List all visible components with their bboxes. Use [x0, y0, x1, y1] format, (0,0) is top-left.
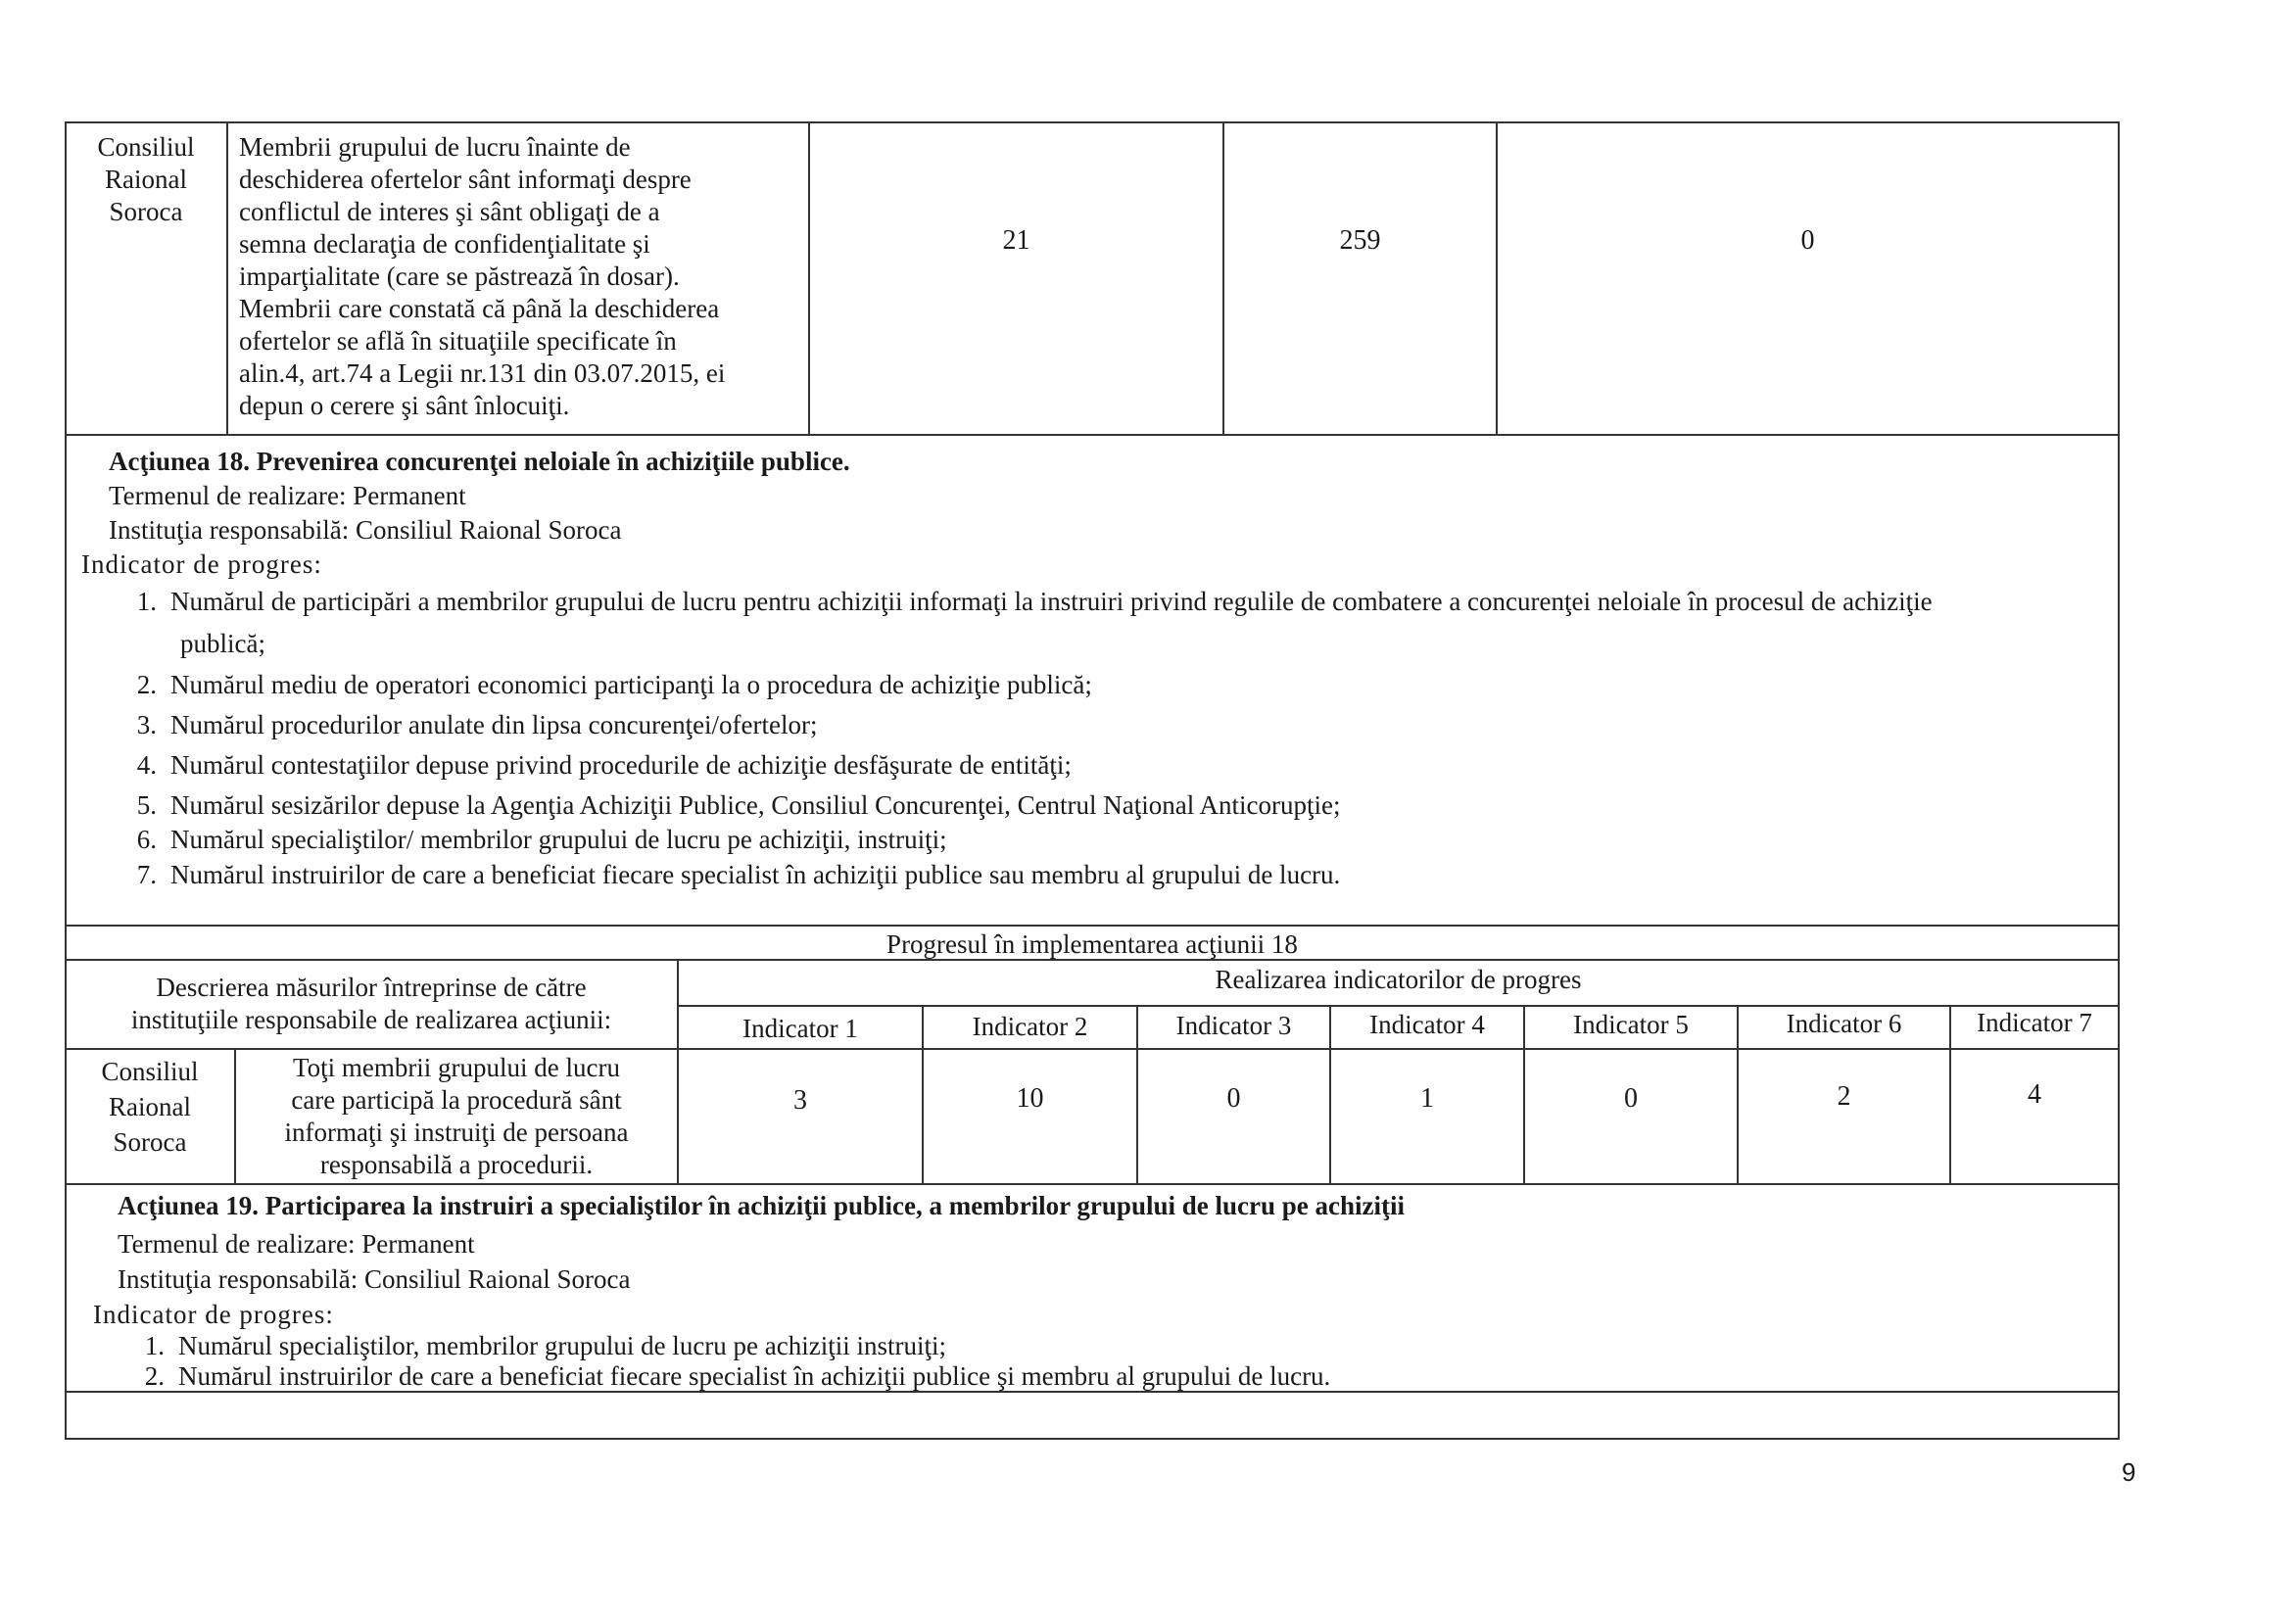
table-bottom-border	[65, 1438, 2120, 1440]
col-divider	[808, 121, 810, 435]
col-divider	[1222, 121, 1224, 435]
row-divider	[677, 1005, 2120, 1007]
top-row-value: 0	[1800, 225, 1815, 256]
indicator-item	[108, 586, 1933, 618]
description-line: Membrii care constată că până la deschiderea	[239, 294, 720, 323]
table-top-border	[65, 121, 2120, 123]
item-text: Numărul contestaţiilor depuse privind procedurile de achiziţie desfăşurate de entităţi;	[170, 750, 1072, 780]
col-divider	[1496, 121, 1498, 435]
measures-line: Toţi membrii grupului de lucru	[292, 1053, 621, 1082]
item-number: 1.	[144, 1331, 165, 1360]
description-line: deschiderea ofertelor sânt informaţi despre	[239, 165, 692, 194]
item-number: 6.	[136, 825, 157, 854]
top-row-value: 259	[1339, 225, 1381, 256]
indicator-item	[116, 1360, 1330, 1393]
row-divider	[65, 1183, 2120, 1185]
item-number: 1.	[136, 587, 157, 616]
item-text: Numărul mediu de operatori economici participanţi la o procedura de achiziţie publică;	[170, 670, 1092, 699]
col-divider	[226, 121, 228, 435]
row-divider	[65, 1391, 2120, 1393]
top-row-institution	[67, 131, 225, 228]
action-18-term: Termenul de realizare: Permanent	[109, 481, 466, 510]
indicator-header: Indicator 5	[1573, 1010, 1689, 1039]
description-line: Membrii grupului de lucru înainte de	[239, 132, 631, 162]
indicator-header: Indicator 1	[742, 1014, 858, 1043]
item-number: 4.	[136, 750, 157, 780]
institution-line: Consiliul	[101, 1057, 199, 1086]
measures-line: responsabilă a procedurii.	[319, 1150, 594, 1179]
table-left-border	[65, 121, 67, 1440]
item-number: 5.	[136, 790, 157, 820]
indicator-header: Indicator 2	[972, 1012, 1088, 1041]
indicator-item	[108, 669, 1092, 701]
indicator-header: Indicator 4	[1369, 1010, 1485, 1039]
progress-measures	[236, 1052, 677, 1181]
indicator-value: 0	[1226, 1083, 1241, 1114]
institution-line: Soroca	[109, 197, 183, 226]
indicator-item	[116, 1330, 946, 1362]
indicator-item	[108, 789, 1341, 822]
item-text: Numărul sesizărilor depuse la Agenţia Achiziţii Publice, Consiliul Concurenţei, Centrul Naţional Anticorupţie;	[170, 790, 1341, 820]
description-line: semna declaraţia de confidenţialitate şi	[239, 229, 650, 259]
indicator-value: 1	[1420, 1083, 1434, 1114]
description-line: conflictul de interes şi sânt obligaţi de a	[239, 197, 660, 226]
item-text: Numărul specialiştilor, membrilor grupului de lucru pe achiziţii instruiţi;	[178, 1331, 946, 1360]
item-number: 7.	[136, 860, 157, 889]
institution-line: Raional	[105, 165, 187, 194]
item-number: 3.	[136, 710, 157, 739]
indicator-header: Indicator 3	[1175, 1011, 1292, 1040]
row-divider	[65, 1048, 2120, 1050]
description-line: depun o cerere şi sânt înlocuiţi.	[239, 391, 570, 420]
page-number: 9	[2122, 1457, 2136, 1487]
action-18-institution: Instituţia responsabilă: Consiliul Raional Soroca	[109, 515, 622, 545]
action-18-indicator-heading: Indicator de progres:	[81, 549, 322, 579]
item-number: 2.	[144, 1361, 165, 1391]
indicator-item	[108, 709, 818, 741]
description-line: ofertelor se află în situaţiile specificate în	[239, 326, 677, 356]
item-text: Numărul instruirilor de care a beneficiat fiecare specialist în achiziţii publice şi membru al grupului de lucru.	[178, 1361, 1331, 1391]
action-18-title: Acţiunea 18. Prevenirea concurenţei neloiale în achiziţiile publice.	[109, 447, 850, 476]
progress-institution	[67, 1054, 233, 1160]
top-row-value: 21	[1002, 225, 1030, 256]
desc-header-line: instituţiile responsabile de realizarea acţiunii:	[130, 1005, 612, 1034]
item-text: Numărul procedurilor anulate din lipsa concurenţei/ofertelor;	[170, 710, 818, 739]
row-divider	[65, 959, 2120, 961]
indicator-item	[108, 859, 1340, 891]
action-19-title: Acţiunea 19. Participarea la instruiri a specialiştilor în achiziţii publice, a membrilor grupului de lucru pe achiziţii	[118, 1191, 1405, 1220]
institution-line: Soroca	[113, 1127, 187, 1157]
item-number: 2.	[136, 670, 157, 699]
institution-line: Consiliul	[97, 132, 195, 162]
row-divider	[65, 925, 2120, 927]
indicator-item	[108, 824, 947, 856]
item-text: Numărul instruirilor de care a beneficiat fiecare specialist în achiziţii publice sau membru al grupului de lucru.	[170, 860, 1341, 889]
measures-line: care participă la procedură sânt	[291, 1085, 622, 1115]
row-divider	[65, 434, 2120, 436]
indicator-item-continuation: publică;	[180, 629, 265, 658]
item-text: Numărul specialiştilor/ membrilor grupului de lucru pe achiziţii, instruiţi;	[170, 825, 947, 854]
desc-header-line: Descrierea măsurilor întreprinse de către	[156, 973, 587, 1002]
item-text: Numărul de participări a membrilor grupului de lucru pentru achiziţii informaţi la instruiri privind regulile de combatere a concurenţei neloiale în procesul de achiziţie	[170, 587, 1933, 616]
progress-title: Progresul în implementarea acţiunii 18	[886, 929, 1298, 959]
realization-header: Realizarea indicatorilor de progres	[1215, 965, 1582, 994]
institution-line: Raional	[109, 1092, 191, 1121]
indicator-value: 4	[2028, 1079, 2041, 1110]
indicator-value: 3	[793, 1085, 807, 1116]
indicator-header: Indicator 6	[1786, 1009, 1902, 1038]
indicator-item	[108, 749, 1072, 782]
action-19-term: Termenul de realizare: Permanent	[118, 1229, 475, 1259]
description-line: alin.4, art.74 a Legii nr.131 din 03.07.2015, ei	[239, 358, 726, 388]
indicator-header: Indicator 7	[1977, 1008, 2092, 1037]
action-19-indicator-heading: Indicator de progres:	[93, 1300, 334, 1329]
indicator-value: 0	[1624, 1083, 1638, 1114]
top-row-description	[239, 131, 725, 422]
description-line: imparţialitate (care se păstrează în dosar).	[239, 262, 680, 291]
measures-line: informaţi şi instruiţi de persoana	[284, 1118, 629, 1147]
action-19-institution: Instituţia responsabilă: Consiliul Raional Soroca	[118, 1264, 631, 1294]
indicator-value: 2	[1837, 1081, 1851, 1112]
table-right-border	[2118, 121, 2120, 1440]
indicator-value: 10	[1016, 1083, 1044, 1114]
